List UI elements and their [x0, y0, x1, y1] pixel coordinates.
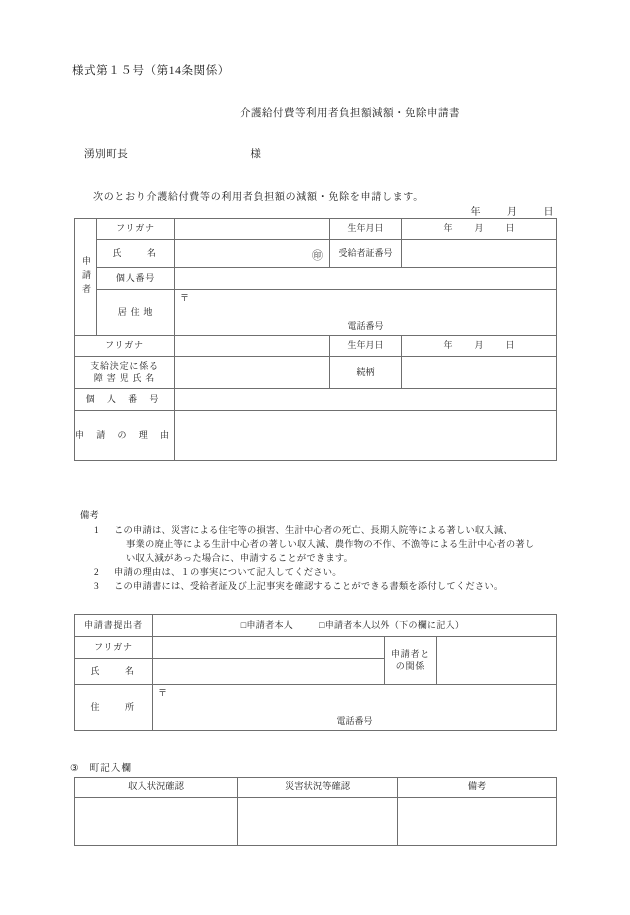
applicant-certificate-label: 受給者証番号: [330, 240, 402, 268]
notes-list: [80, 525, 580, 595]
child-mynumber-field[interactable]: [175, 389, 557, 411]
notes-heading: 備考: [80, 511, 99, 521]
note-text: 事業の廃止等による生計中心者の著しい収入減、農作物の不作、不漁等による生計中心者の著し: [126, 539, 535, 550]
note-text: この申請は、災害による住宅等の損害、生計中心者の死亡、長期入院等による著しい収入減、: [114, 525, 513, 536]
seal-icon: ㊞: [312, 250, 323, 263]
date-year-label: 年: [470, 207, 481, 218]
child-birth-month-label: 月: [474, 340, 484, 351]
date-month-label: 月: [507, 207, 518, 218]
applicant-residence-label: 居 住 地: [97, 290, 175, 336]
submitter-label: 申請書提出者: [75, 615, 153, 637]
note-number: 2: [94, 567, 99, 578]
child-name-label: 支給決定に係る 障 害 児 氏 名: [75, 357, 175, 389]
table-row: [75, 778, 557, 798]
postal-mark-icon: 〒: [158, 688, 168, 698]
note-text: この申請書には、受給者証及び上記事実を確認することができる書類を添付してください。: [114, 581, 504, 592]
birth-year-label: 年: [443, 223, 453, 234]
applicant-furigana-label: フリガナ: [97, 219, 175, 240]
note-text: い収入減があった場合に、申請することができます。: [126, 553, 354, 564]
child-relation-label: 続柄: [330, 357, 402, 389]
submitter-relation-field[interactable]: [437, 637, 557, 685]
table-row: [75, 336, 557, 357]
submitter-relation-label: 申請者と の関係: [385, 637, 437, 685]
table-row: [75, 240, 557, 268]
applicant-residence-field[interactable]: [175, 290, 557, 336]
reason-label: 申 請 の 理 由: [75, 411, 175, 461]
child-relation-field[interactable]: [402, 357, 557, 389]
table-row: [75, 615, 557, 637]
applicant-furigana-field[interactable]: [175, 219, 330, 240]
table-row: [75, 685, 557, 731]
submitter-furigana-field[interactable]: [153, 637, 385, 659]
table-row: [75, 268, 557, 290]
town-col-remarks: 備考: [398, 778, 557, 798]
applicant-side-label: 申請者: [75, 219, 97, 336]
town-col-disaster: 災害状況等確認: [238, 778, 398, 798]
applicant-name-field[interactable]: [175, 240, 330, 268]
applicant-phone-label: 電話番号: [347, 320, 384, 331]
note-number: 1: [94, 525, 99, 536]
applicant-table: [74, 218, 557, 461]
applicant-certificate-field[interactable]: [402, 240, 557, 268]
checkbox-self[interactable]: □申請者本人: [240, 619, 294, 630]
notes-block: [80, 510, 580, 595]
town-cell-disaster[interactable]: [238, 798, 398, 846]
submitter-furigana-label: フリガナ: [75, 637, 153, 659]
reason-field[interactable]: [175, 411, 557, 461]
applicant-birthdate-field[interactable]: [402, 219, 557, 240]
child-birth-year-label: 年: [443, 340, 453, 351]
submitter-name-field[interactable]: [153, 659, 385, 685]
submitter-table: [74, 614, 557, 731]
circled-three-icon: ③: [70, 763, 80, 774]
addressee-name: 湧別町長: [84, 149, 129, 160]
postal-mark-icon: 〒: [180, 293, 190, 303]
list-item: [80, 525, 580, 567]
table-row: [75, 290, 557, 336]
town-section-heading: [70, 760, 132, 774]
table-row: [75, 219, 557, 240]
child-furigana-label: フリガナ: [75, 336, 175, 357]
addressee-honorific: 様: [250, 149, 262, 160]
child-birth-day-label: 日: [505, 340, 515, 351]
town-heading-label: 町記入欄: [89, 763, 132, 774]
list-item: [80, 581, 580, 595]
submitter-name-label: 氏 名: [75, 659, 153, 685]
town-cell-income[interactable]: [75, 798, 238, 846]
table-row: [75, 798, 557, 846]
date-line: [471, 203, 555, 218]
child-mynumber-label: 個 人 番 号: [75, 389, 175, 411]
submitter-phone-label: 電話番号: [336, 715, 373, 726]
child-name-field[interactable]: [175, 357, 330, 389]
table-row: [75, 357, 557, 389]
submitter-address-field[interactable]: [153, 685, 557, 731]
table-row: [75, 389, 557, 411]
child-birthdate-label: 生年月日: [330, 336, 402, 357]
addressee-line: [84, 146, 262, 161]
applicant-birthdate-label: 生年月日: [330, 219, 402, 240]
note-number: 3: [94, 581, 99, 592]
form-number: 様式第１５号（第14条関係）: [72, 65, 230, 77]
applicant-mynumber-label: 個人番号: [97, 268, 175, 290]
table-row: [75, 637, 557, 659]
document-title: 介護給付費等利用者負担額減額・免除申請書: [240, 108, 460, 119]
table-row: [75, 411, 557, 461]
town-cell-remarks[interactable]: [398, 798, 557, 846]
submitter-address-label: 住 所: [75, 685, 153, 731]
birth-day-label: 日: [505, 223, 515, 234]
checkbox-other[interactable]: □申請者本人以外（下の欄に記入）: [319, 619, 465, 630]
lead-sentence: 次のとおり介護給付費等の利用者負担額の減額・免除を申請します。: [93, 192, 424, 203]
applicant-mynumber-field[interactable]: [175, 268, 557, 290]
child-furigana-field[interactable]: [175, 336, 330, 357]
list-item: [80, 567, 580, 581]
submitter-choice-cell[interactable]: [153, 615, 557, 637]
town-col-income: 収入状況確認: [75, 778, 238, 798]
note-text: 申請の理由は、１の事実について記入してください。: [114, 567, 342, 578]
town-use-table: [74, 777, 557, 846]
child-birthdate-field[interactable]: [402, 336, 557, 357]
date-day-label: 日: [543, 207, 554, 218]
birth-month-label: 月: [474, 223, 484, 234]
applicant-name-label: 氏 名: [97, 240, 175, 268]
